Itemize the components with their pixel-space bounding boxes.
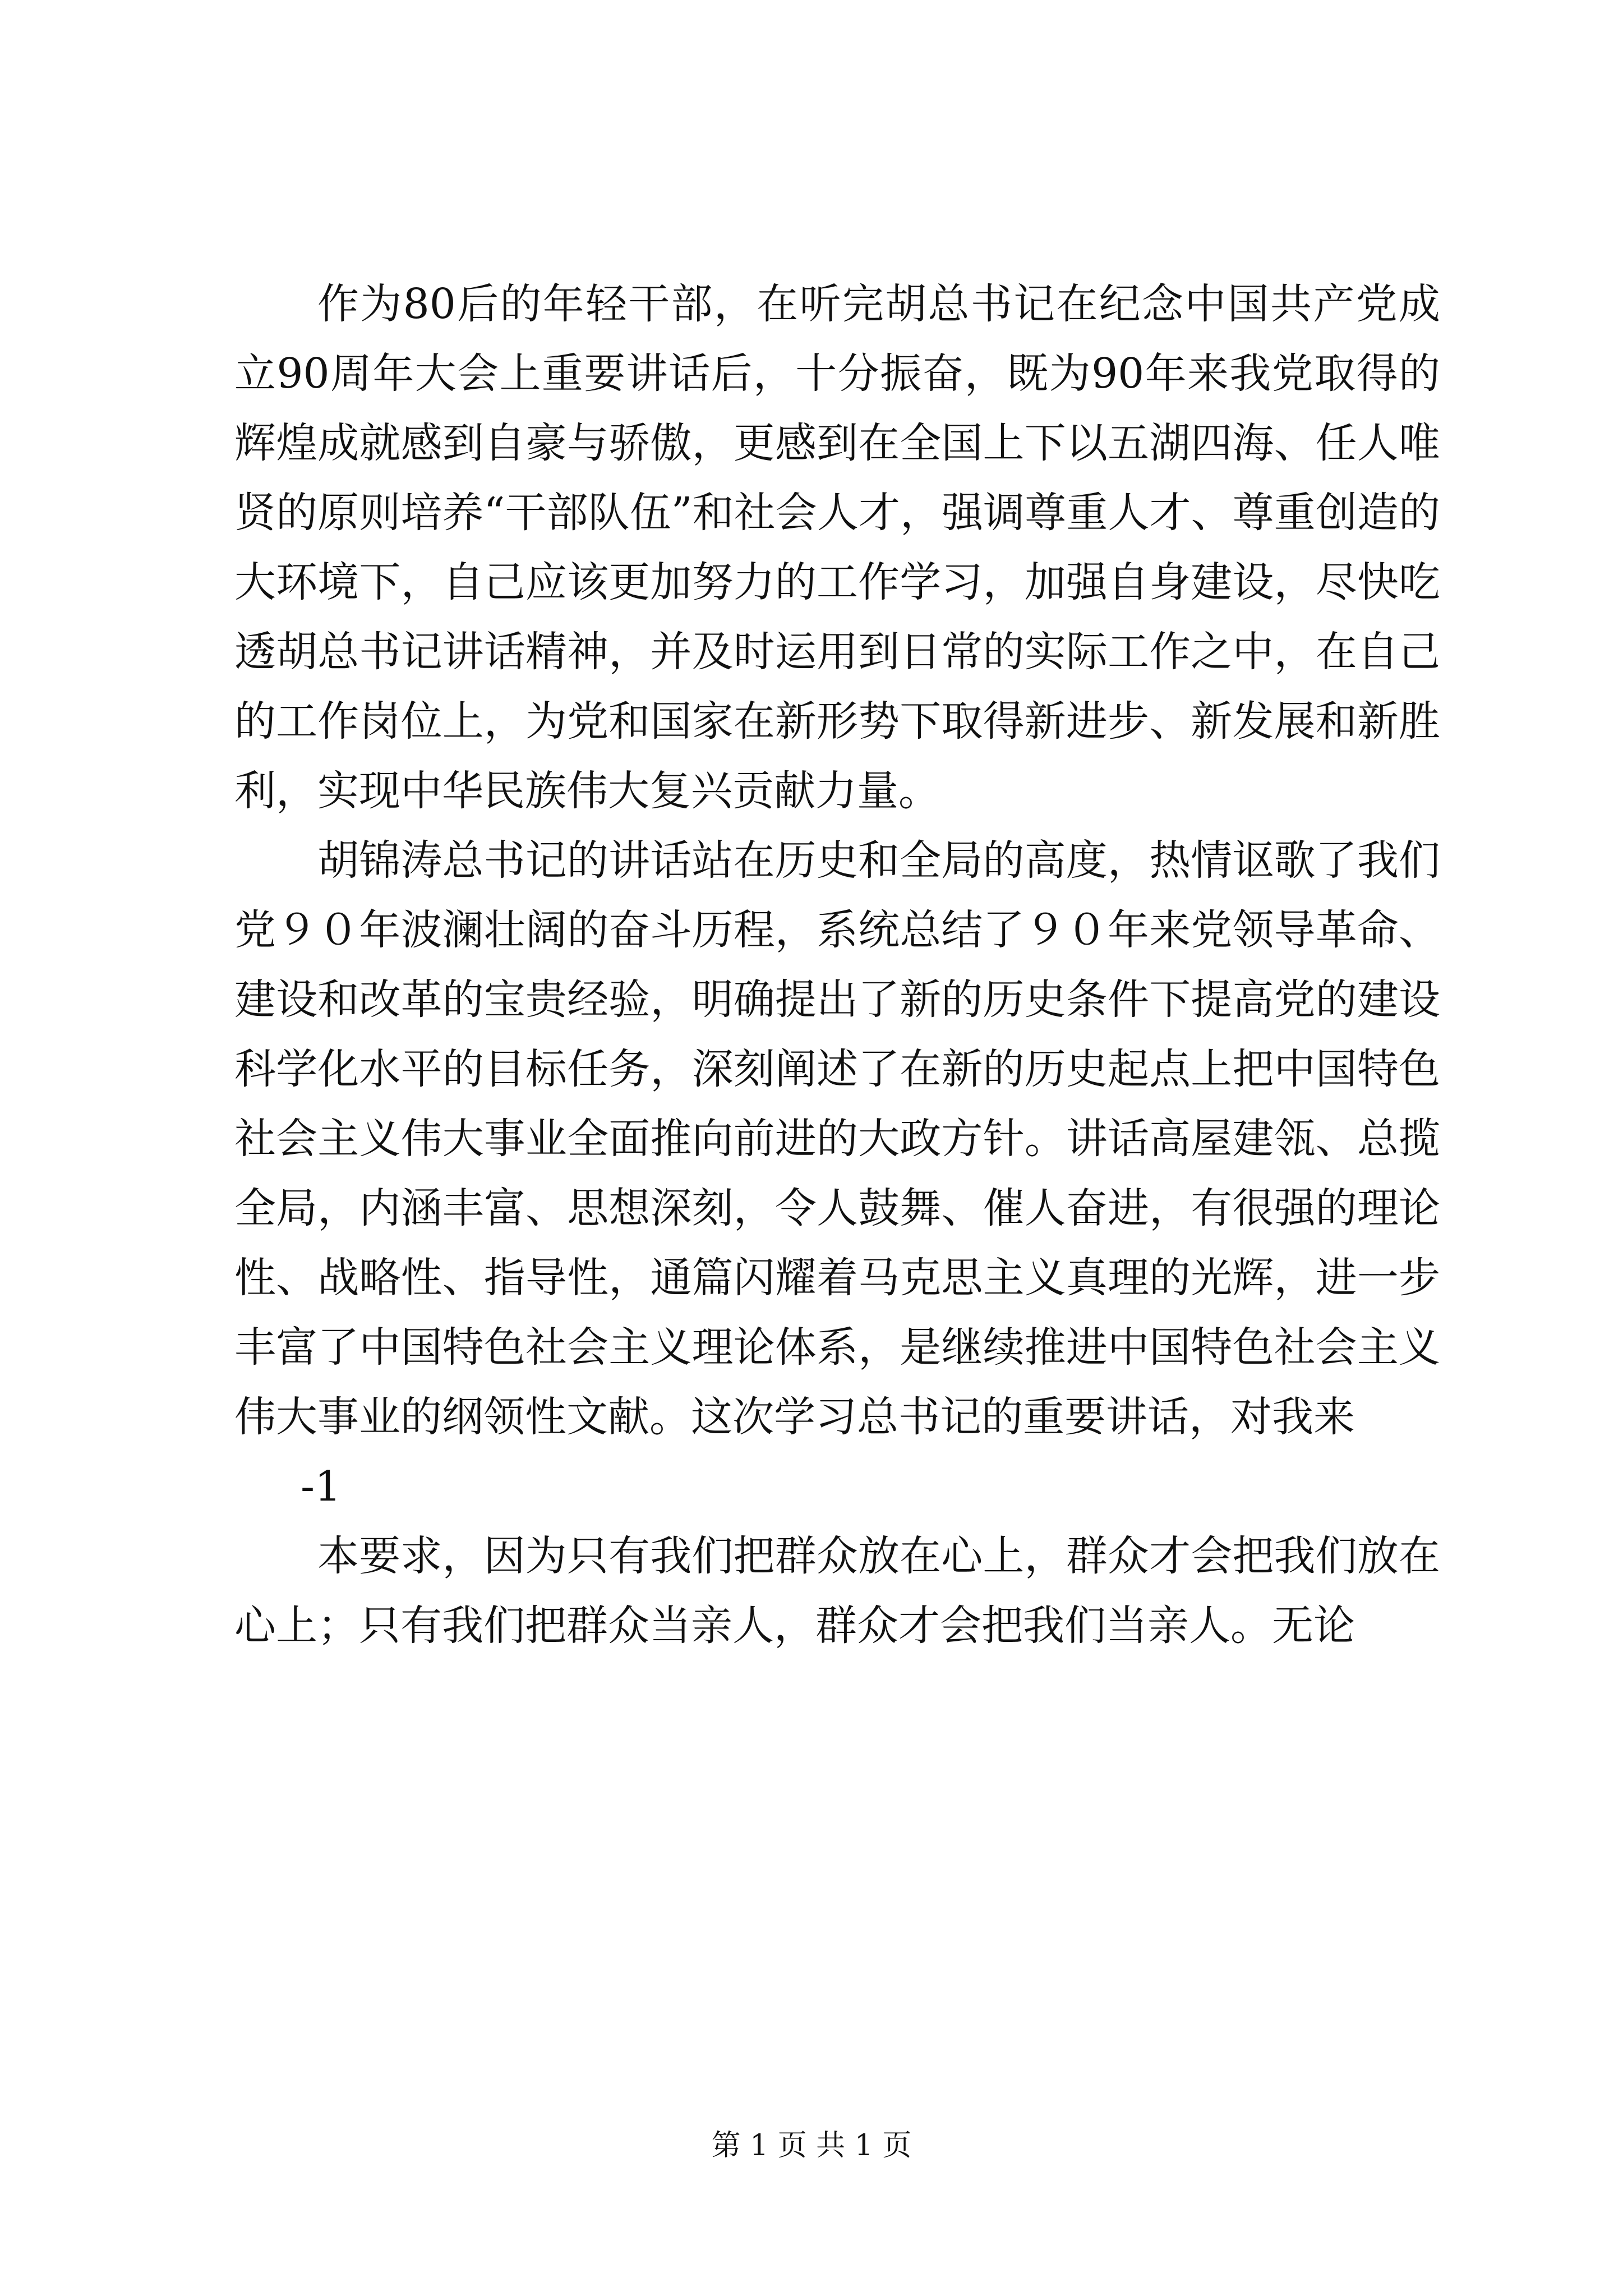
document-body xyxy=(234,269,1440,1660)
paragraph-2: 胡锦涛总书记的讲话站在历史和全局的高度，热情讴歌了我们党９０年波澜壮阔的奋斗历程，系统总结了９０年来党领导革命、建设和改革的宝贵经验，明确提出了新的历史条件下提高党的建设科学化水平的目标任务，深刻阐述了在新的历史起点上把中国特色社会主义伟大事业全面推向前进的大政方针。讲话高屋建瓴、总揽全局，内涵丰富、思想深刻，令人鼓舞、催人奋进，有很强的理论性、战略性、指导性，通篇闪耀着马克思主义真理的光辉，进一步丰富了中国特色社会主义理论体系，是继续推进中国特色社会主义伟大事业的纲领性文献。这次学习总书记的重要讲话，对我来 xyxy=(234,836,1440,1441)
page-footer: 第 1 页 共 1 页 xyxy=(711,2129,912,2162)
paragraph-1: 作为80后的年轻干部，在听完胡总书记在纪念中国共产党成立90周年大会上重要讲话后，十分振奋，既为90年来我党取得的辉煌成就感到自豪与骄傲，更感到在全国上下以五湖四海、任人唯贤的原则培养“干部队伍”和社会人才，强调尊重人才、尊重创造的大环境下，自己应该更加努力的工作学习，加强自身建设，尽快吃透胡总书记讲话精神，并及时运用到日常的实际工作之中，在自己的工作岗位上，为党和国家在新形势下取得新进步、新发展和新胜利，实现中华民族伟大复兴贡献力量。 xyxy=(234,280,1440,815)
paragraph-continuation: 本要求，因为只有我们把群众放在心上，群众才会把我们放在心上；只有我们把群众当亲人，群众才会把我们当亲人。无论 xyxy=(234,1532,1440,1650)
page-marker: -1 xyxy=(301,1462,342,1511)
